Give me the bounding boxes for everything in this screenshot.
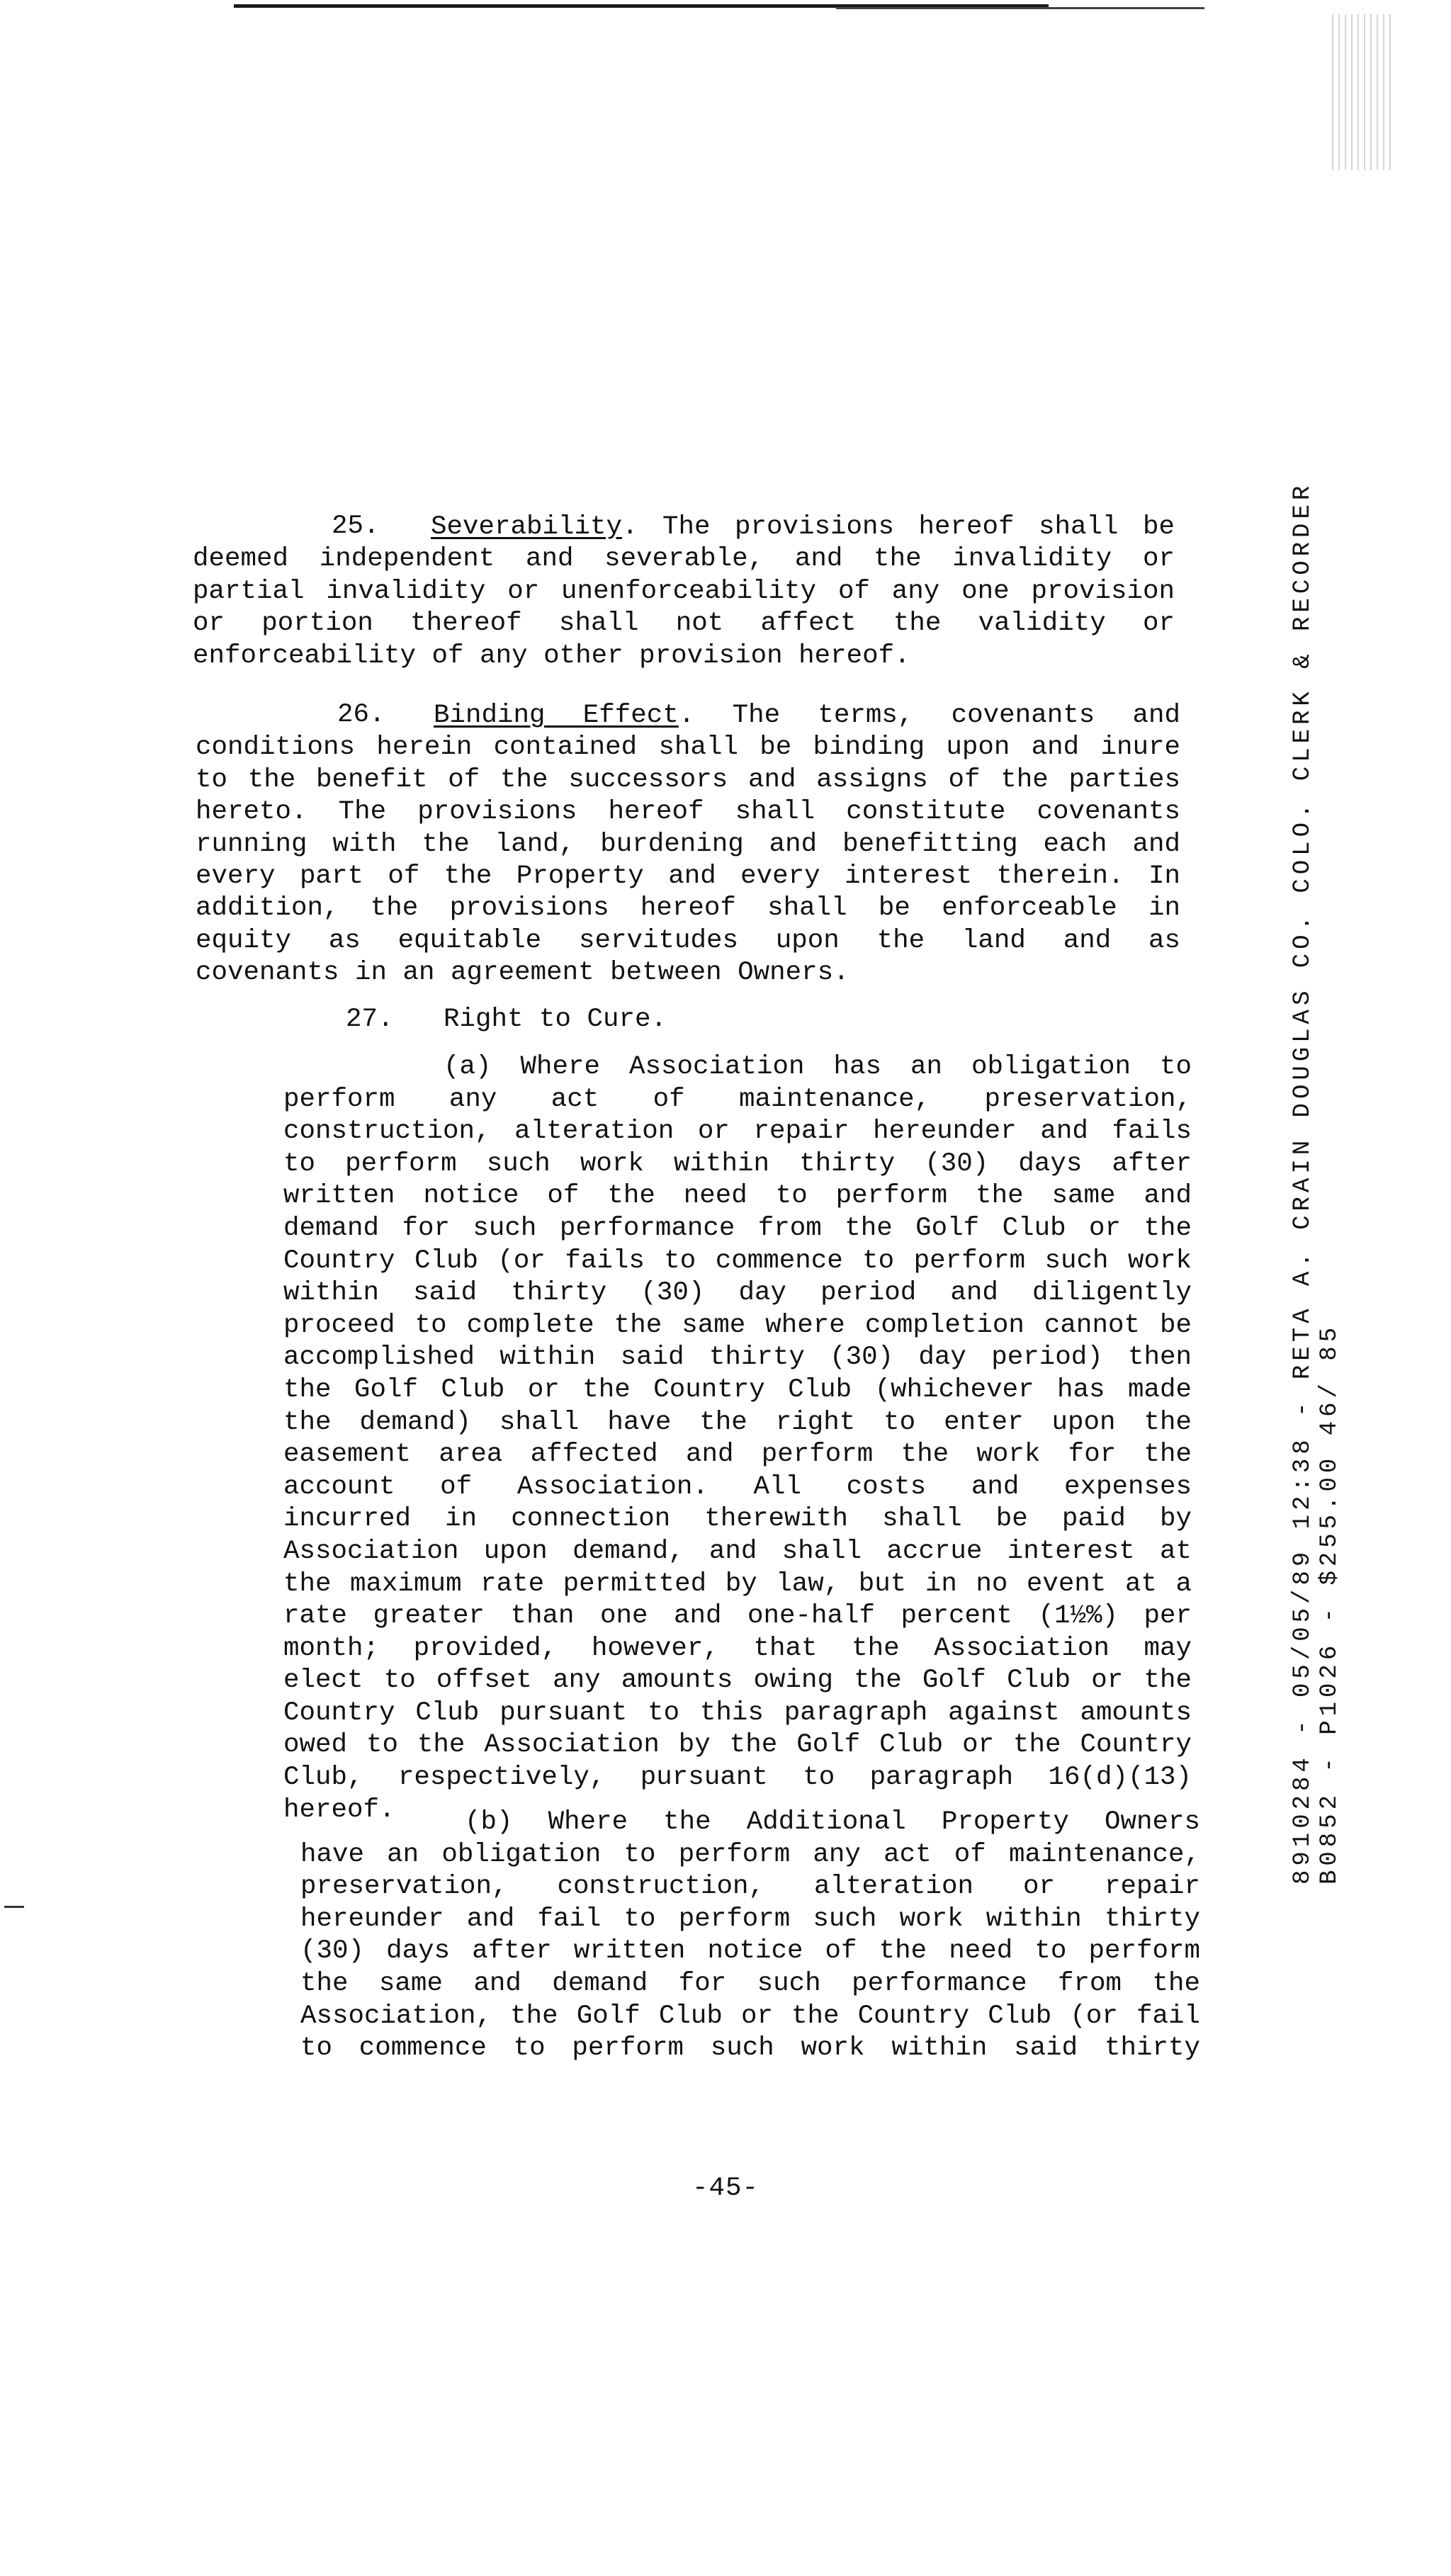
section-25-heading: Severability <box>431 512 623 542</box>
section-27b-line-8: to commence to perform such work within said thirty <box>300 2033 1200 2064</box>
section-27b-line-7: Association, the Golf Club or the Country Club (or fail <box>300 2001 1200 2031</box>
section-27b-line-3: preservation, construction, alteration or repair <box>300 1872 1200 1902</box>
section-27a-line-15: incurred in connection therewith shall be paid by <box>283 1504 1192 1535</box>
section-27b-body <box>300 1807 1200 2065</box>
page-number: -45- <box>691 2174 759 2203</box>
section-27a-line-24: hereof. <box>283 1795 395 1825</box>
section-27a-line-6: demand for such performance from the Golf Club or the <box>283 1213 1192 1243</box>
section-27a-line-1: (a) Where Association has an obligation to <box>444 1052 1192 1082</box>
section-25-body <box>193 512 1175 672</box>
section-27-number: 27. <box>346 1005 394 1034</box>
section-27b-line-1: (b) Where the Additional Property Owners <box>465 1807 1200 1837</box>
recorder-stamp-line-1: 8910284 - 05/05/89 12:38 - RETA A. CRAIN DOUGLAS CO. COLO. CLERK & RECORDER <box>1289 481 1316 1885</box>
section-25-line-1: Severability. The provisions hereof shall be <box>431 512 1175 542</box>
section-27-heading: Right to Cure. <box>444 1005 667 1034</box>
recorder-stamp <box>1289 481 1343 1885</box>
section-26-line-4: hereto. The provisions hereof shall constitute covenants <box>196 797 1180 827</box>
section-27a-line-13: easement area affected and perform the work for the <box>283 1440 1192 1470</box>
section-26-body <box>196 700 1180 990</box>
section-27a-line-18: rate greater than one and one-half percent (1½%) per <box>283 1601 1192 1632</box>
margin-tick <box>4 1906 24 1908</box>
section-26-number: 26. <box>337 700 385 730</box>
section-27a-line-19: month; provided, however, that the Association may <box>283 1633 1192 1663</box>
section-27a-line-14: account of Association. All costs and expenses <box>283 1471 1192 1502</box>
section-25-number: 25. <box>332 512 380 541</box>
section-27a-line-2: perform any act of maintenance, preservation, <box>283 1084 1192 1114</box>
section-25-line-4: or portion thereof shall not affect the validity or <box>193 609 1175 639</box>
section-27a-line-16: Association upon demand, and shall accrue interest at <box>283 1536 1192 1566</box>
section-27a-line-8: within said thirty (30) day period and diligently <box>283 1278 1192 1309</box>
section-25-line-3: partial invalidity or unenforceability of any one provision <box>193 576 1175 606</box>
section-27a-line-12: the demand) shall have the right to enter upon the <box>283 1407 1192 1437</box>
section-27a-line-7: Country Club (or fails to commence to perform such work <box>283 1245 1192 1276</box>
section-25-line-5: enforceability of any other provision hereof. <box>193 640 910 671</box>
section-27a-line-17: the maximum rate permitted by law, but in no event at a <box>283 1569 1192 1599</box>
scan-edge-top-right <box>836 7 1204 9</box>
section-26-line-6: every part of the Property and every interest therein. In <box>196 862 1180 892</box>
section-27b-line-2: have an obligation to perform any act of maintenance, <box>300 1839 1200 1870</box>
section-27a-line-5: written notice of the need to perform the same and <box>283 1181 1192 1211</box>
section-26-line-3: to the benefit of the successors and assigns of the parties <box>196 764 1180 795</box>
section-27a-line-20: elect to offset any amounts owing the Golf Club or the <box>283 1666 1192 1696</box>
section-26-line-2: conditions herein contained shall be binding upon and inure <box>196 733 1180 763</box>
section-27a-body <box>283 1051 1192 1826</box>
section-26-line-7: addition, the provisions hereof shall be enforceable in <box>196 893 1180 924</box>
section-27b-line-4: hereunder and fail to perform such work within thirty <box>300 1904 1200 1934</box>
scan-noise-corner <box>1332 14 1396 170</box>
section-26-line-8: equity as equitable servitudes upon the land and as <box>196 925 1180 956</box>
section-27a-line-22: owed to the Association by the Golf Club or the Country <box>283 1730 1192 1761</box>
section-26-heading: Binding Effect <box>434 701 679 730</box>
section-27b-line-5: (30) days after written notice of the need to perform <box>300 1936 1200 1967</box>
section-26-line-9: covenants in an agreement between Owners. <box>196 958 849 988</box>
section-27a-line-10: accomplished within said thirty (30) day period) then <box>283 1343 1192 1373</box>
section-26-line-1: Binding Effect. The terms, covenants and <box>434 701 1180 730</box>
section-27a-line-23: Club, respectively, pursuant to paragraph 16(d)(13) <box>283 1763 1192 1793</box>
section-27a-line-11: the Golf Club or the Country Club (whichever has made <box>283 1374 1192 1405</box>
section-26-line-5: running with the land, burdening and benefitting each and <box>196 829 1180 859</box>
section-27a-line-4: to perform such work within thirty (30) days after <box>283 1148 1192 1179</box>
section-25-line-2: deemed independent and severable, and the invalidity or <box>193 544 1175 575</box>
section-27a-line-9: proceed to complete the same where completion cannot be <box>283 1310 1192 1340</box>
section-27b-line-6: the same and demand for such performance from the <box>300 1968 1200 1999</box>
section-27a-line-3: construction, alteration or repair hereunder and fails <box>283 1117 1192 1147</box>
section-27a-line-21: Country Club pursuant to this paragraph against amounts <box>283 1697 1192 1728</box>
recorder-stamp-line-2: B0852 - P1026 - $255.00 46/ 85 <box>1316 1323 1343 1885</box>
